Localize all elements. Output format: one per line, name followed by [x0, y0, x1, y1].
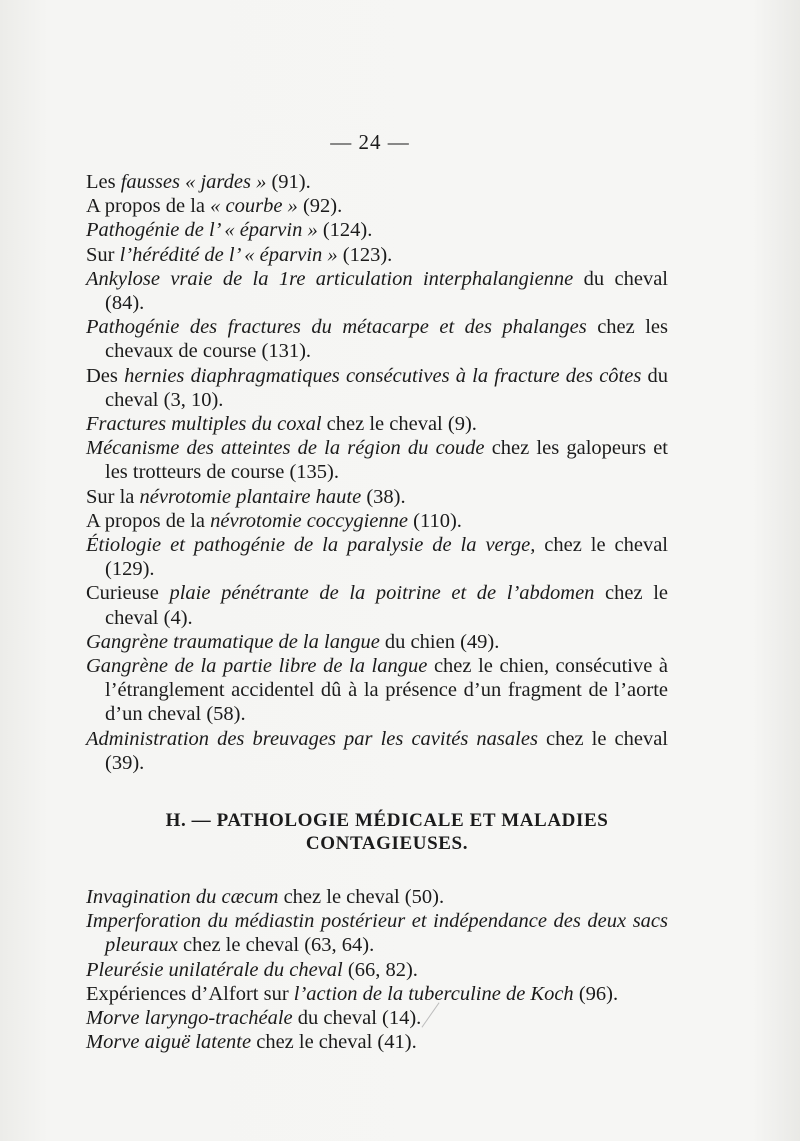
entry-text: chez le chien, consécutive à l’étranglement accidentel dû à la présence d’un fragment de l’aorte d’un cheval (58). — [105, 655, 668, 726]
bibliography-entry — [86, 654, 668, 727]
bibliography-entry — [86, 982, 668, 1006]
entry-title: Ankylose vraie de la 1re articulation interphalangienne — [86, 267, 574, 290]
entry-title: Étiologie et pathogénie de la paralysie de la verge, — [86, 534, 536, 557]
entry-text: chez le cheval (39). — [105, 727, 668, 774]
entry-title: Mécanisme des atteintes de la région du coude — [86, 437, 485, 460]
entry-title: Fractures multiples du coxal — [86, 413, 322, 436]
entry-title: Pleurésie unilatérale du cheval — [86, 958, 343, 981]
entry-text: Sur la — [86, 485, 140, 508]
entry-title: « courbe » — [210, 195, 298, 218]
entry-text: chez les galopeurs et les trotteurs de course (135). — [105, 437, 669, 484]
entry-title: plaie pénétrante de la poitrine et de l’abdomen — [169, 582, 595, 605]
bibliography-entry — [86, 315, 668, 363]
entry-text: (124). — [317, 219, 373, 242]
entry-text: du chien (49). — [379, 630, 500, 653]
entry-text: (123). — [337, 243, 393, 266]
entries-part-1 — [86, 170, 668, 775]
entry-title: névrotomie plantaire haute — [139, 485, 362, 508]
bibliography-entry — [86, 267, 668, 315]
entry-text: du cheval (14). — [292, 1007, 422, 1030]
entry-title: Gangrène de la partie libre de la langue — [86, 655, 428, 678]
entry-title: Gangrène traumatique de la langue — [86, 630, 380, 653]
entry-text: chez les chevaux de course (131). — [105, 316, 668, 363]
entry-title: Morve laryngo-trachéale — [86, 1007, 293, 1030]
entry-title: névrotomie coccygienne — [210, 509, 408, 532]
entry-text: chez le cheval (50). — [278, 886, 445, 909]
entry-text: (96). — [573, 982, 619, 1005]
entry-text: (66, 82). — [342, 958, 418, 981]
entry-title: hernies diaphragmatiques consécutives à la fracture des côtes — [124, 364, 642, 387]
entry-text: Expériences d’Alfort sur — [86, 982, 294, 1005]
bibliography-entry — [86, 909, 668, 957]
bibliography-entry — [86, 1006, 668, 1030]
entry-title: l’hérédité de l’ « éparvin » — [119, 243, 338, 266]
entry-title: Pathogénie de l’ « éparvin » — [86, 219, 318, 242]
entry-text: A propos de la — [86, 195, 211, 218]
bibliography-entry — [86, 958, 668, 982]
bibliography-entry — [86, 243, 668, 267]
entry-text: Les — [86, 171, 121, 193]
bibliography-entry — [86, 630, 668, 654]
entry-text: (38). — [361, 485, 406, 508]
entry-text: A propos de la — [86, 509, 211, 532]
entry-text: Des — [86, 364, 125, 387]
bibliography-entry — [86, 170, 668, 194]
entry-title: fausses « jardes » — [120, 171, 267, 193]
entry-title: Morve aiguë latente — [86, 1031, 252, 1054]
entry-text: chez le cheval (9). — [321, 413, 477, 436]
entry-text: chez le cheval (4). — [105, 582, 668, 629]
entry-text: Sur — [86, 243, 120, 266]
bibliography-entry — [86, 436, 668, 484]
entry-text: chez le cheval (129). — [105, 534, 668, 581]
entry-title: Invagination du cæcum — [86, 886, 279, 909]
entries-part-2 — [86, 885, 668, 1054]
bibliography-entry — [86, 885, 668, 909]
bibliography-entry — [86, 727, 668, 775]
bibliography-entry — [86, 412, 668, 436]
entry-title: Pathogénie des fractures du métacarpe et des phalanges — [86, 316, 587, 339]
entry-text: du cheval (84). — [105, 267, 668, 315]
entry-text: du cheval (3, 10). — [105, 364, 668, 411]
entry-text: chez le cheval (41). — [251, 1031, 417, 1054]
entry-text: Curieuse — [86, 582, 170, 605]
bibliography-entry — [86, 485, 668, 509]
entry-title: Imperforation du médiastin postérieur et indépendance des deux sacs pleuraux — [86, 910, 668, 957]
bibliography-entry — [86, 509, 668, 533]
entry-title: l’action de la tuberculine de Koch — [293, 982, 574, 1005]
bibliography-list — [86, 170, 668, 1055]
bibliography-entry — [86, 533, 668, 581]
section-heading: H. — PATHOLOGIE MÉDICALE ET MALADIES CONTAGIEUSES. — [165, 810, 609, 855]
entry-title: Administration des breuvages par les cavités nasales — [86, 727, 538, 750]
entry-text: (92). — [297, 195, 343, 218]
bibliography-entry — [86, 1030, 668, 1054]
page-number: — 24 — — [330, 130, 410, 154]
bibliography-entry — [86, 364, 668, 412]
bibliography-entry — [86, 581, 668, 629]
bibliography-entry — [86, 194, 668, 218]
entry-text: (91). — [266, 171, 311, 193]
entry-text: chez le cheval (63, 64). — [177, 934, 375, 957]
bibliography-entry — [86, 218, 668, 242]
entry-text: (110). — [408, 509, 462, 532]
